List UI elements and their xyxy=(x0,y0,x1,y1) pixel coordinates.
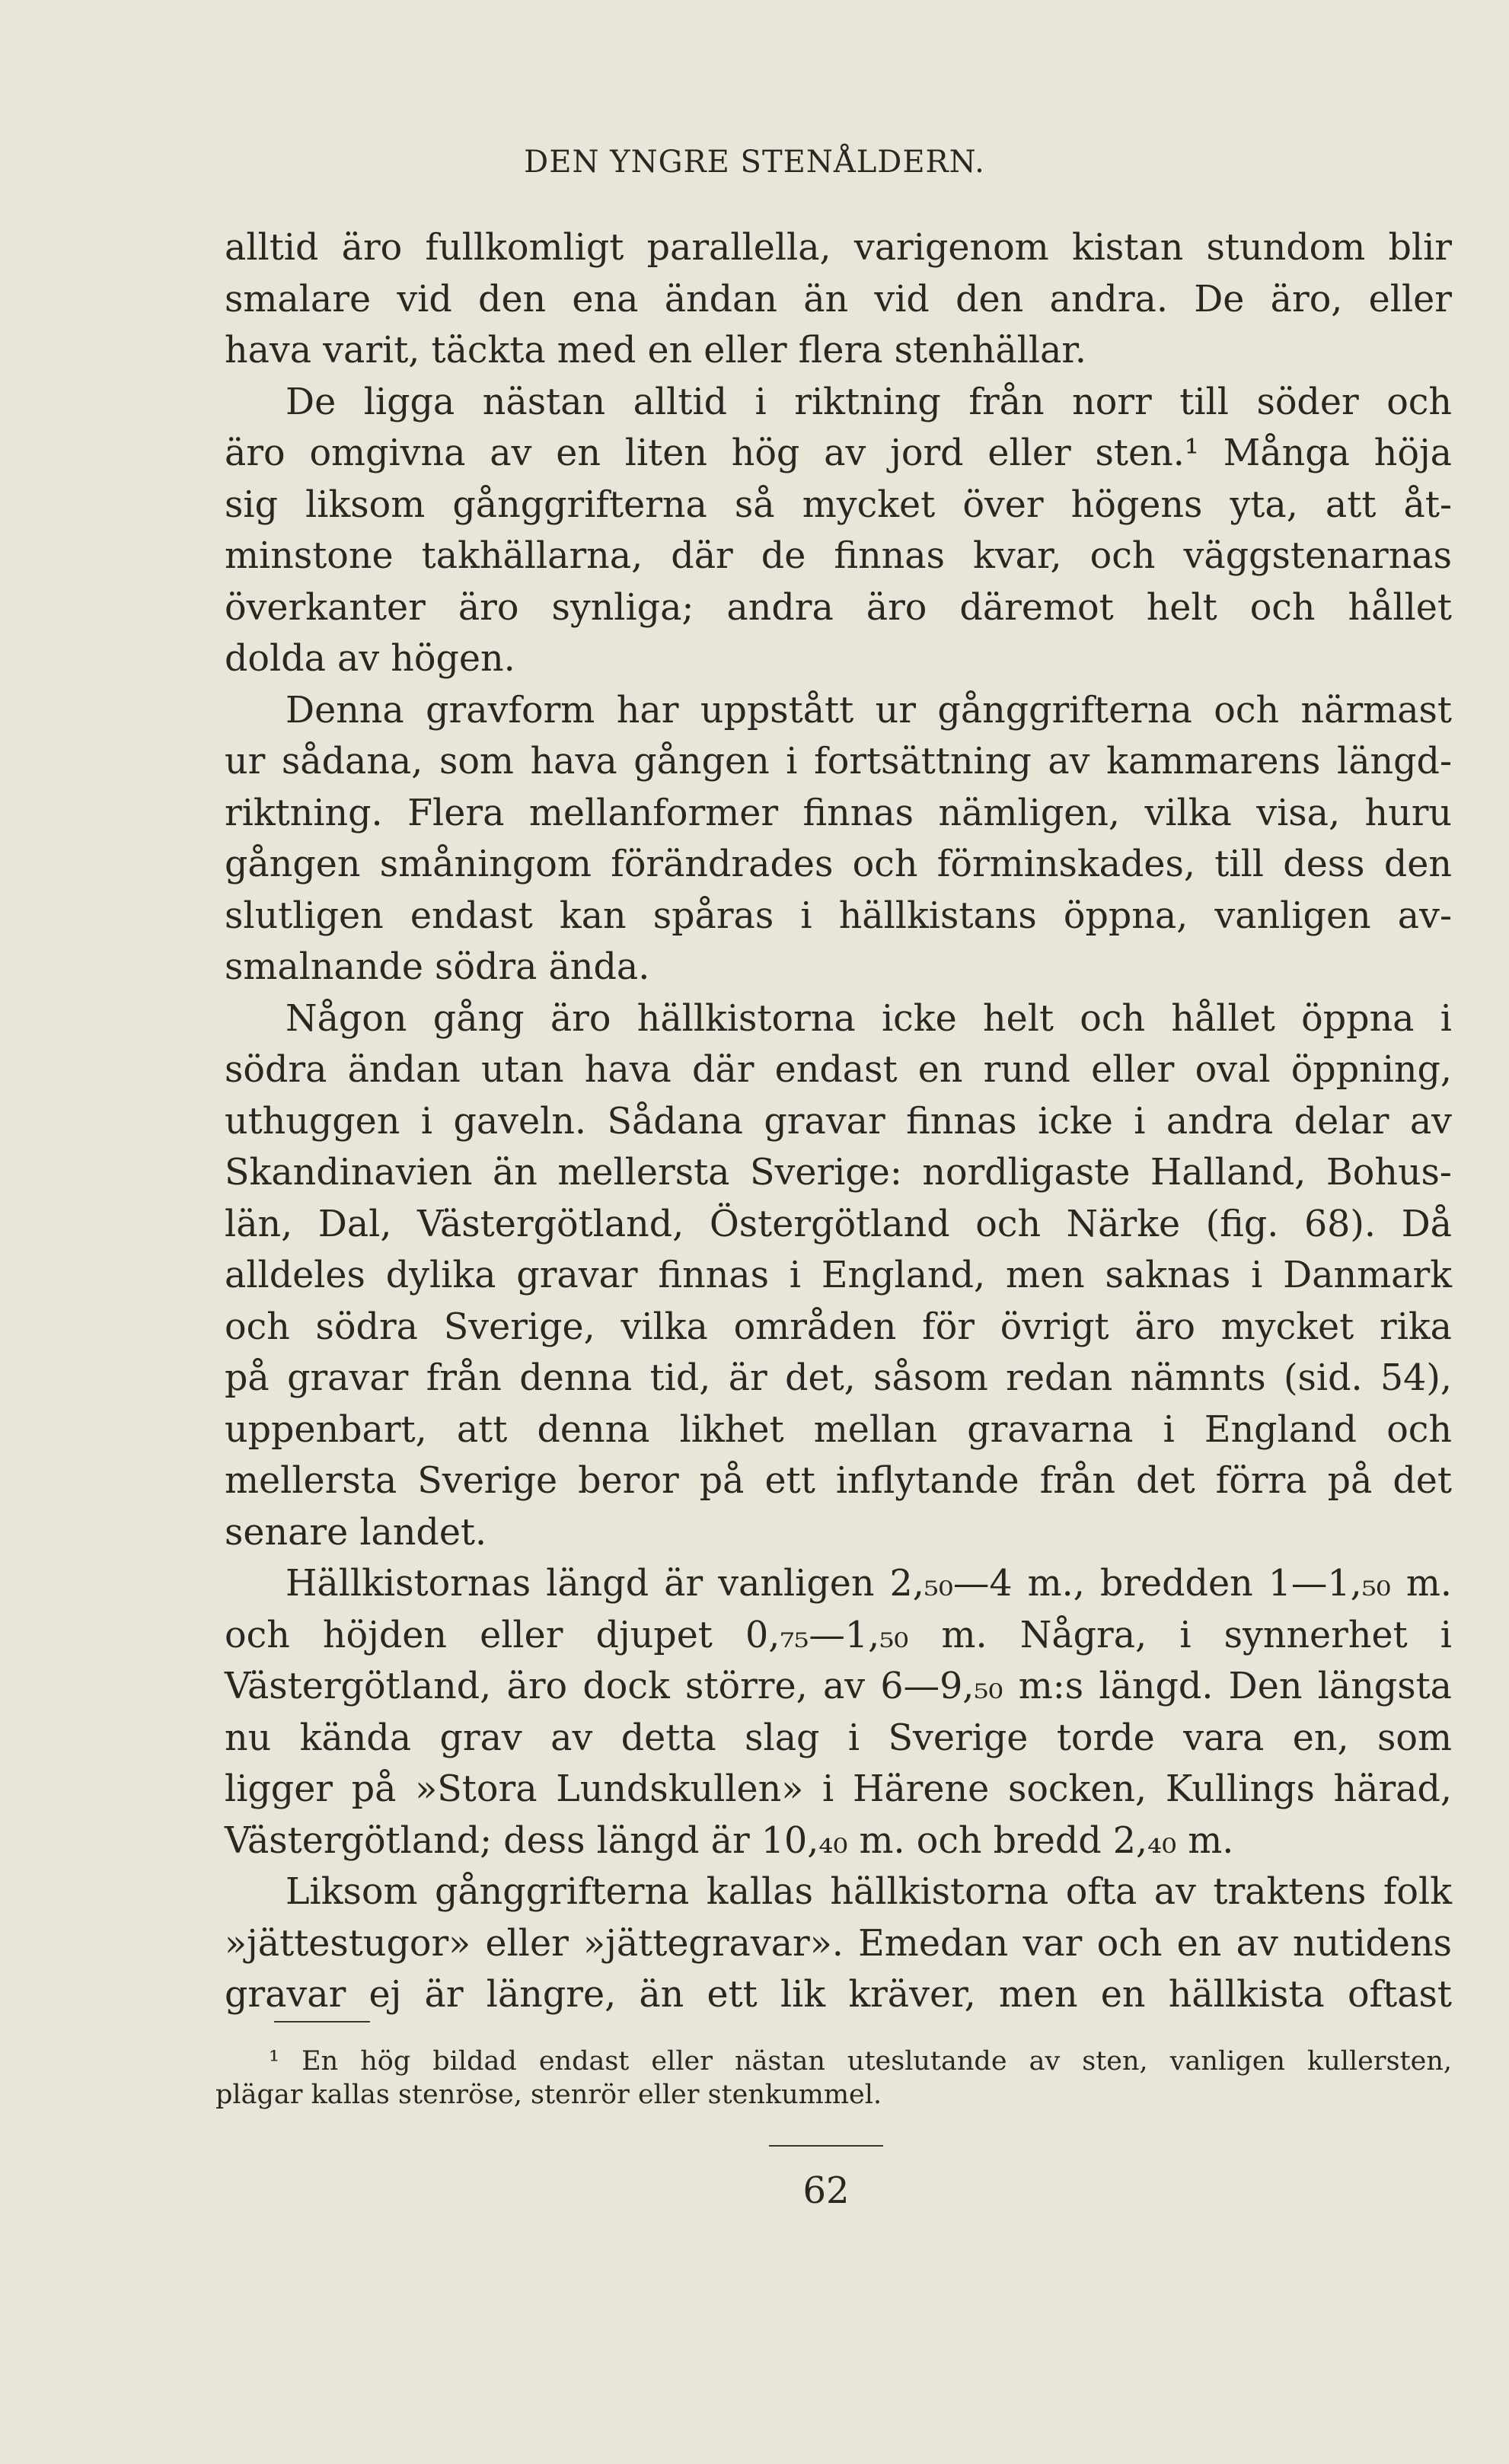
text-line: uthuggen i gaveln. Sådana gravar finnas icke i andra delar av xyxy=(225,1100,1452,1143)
text-line: ligger på »Stora Lundskullen» i Härene socken, Kullings härad, xyxy=(225,1768,1452,1810)
footnote-line: ¹ En hög bildad endast eller nästan uteslutande av sten, vanligen kullersten, xyxy=(269,2046,1452,2077)
text-line: Västergötland, äro dock större, av 6—9,₅₀ m:s längd. Den längsta xyxy=(225,1666,1452,1707)
running-header: DEN YNGRE STENÅLDERN. xyxy=(524,145,985,180)
text-line: ur sådana, som hava gången i fortsättning av kammarens längd- xyxy=(225,741,1452,783)
text-line: Västergötland; dess längd är 10,₄₀ m. och bredd 2,₄₀ m. xyxy=(225,1819,1234,1862)
text-line: sig liksom gånggrifterna så mycket över högens yta, att åt- xyxy=(225,483,1452,526)
text-line: södra ändan utan hava där endast en rund eller oval öppning, xyxy=(225,1049,1452,1091)
text-line: Någon gång äro hällkistorna icke helt och hållet öppna i xyxy=(286,997,1452,1040)
footnote-separator xyxy=(274,2021,370,2023)
text-line: Hällkistornas längd är vanligen 2,₅₀—4 m., bredden 1—1,₅₀ m. xyxy=(286,1563,1452,1605)
text-line: nu kända grav av detta slag i Sverige torde vara en, som xyxy=(225,1717,1452,1759)
text-line: »jättestugor» eller »jättegravar». Emedan var och en av nutidens xyxy=(225,1922,1452,1965)
text-line: dolda av högen. xyxy=(225,638,515,680)
footnote-line: plägar kallas stenröse, stenrör eller stenkummel. xyxy=(215,2080,882,2110)
text-line: minstone takhällarna, där de finnas kvar, och väggstenarnas xyxy=(225,535,1452,577)
text-line: Denna gravform har uppstått ur gånggrifterna och närmast xyxy=(286,689,1452,732)
page-number-rule xyxy=(769,2145,883,2147)
text-line: och södra Sverige, vilka områden för övrigt äro mycket rika xyxy=(225,1305,1452,1348)
text-line: alltid äro fullkomligt parallella, varigenom kistan stundom blir xyxy=(225,227,1452,269)
text-line: alldeles dylika gravar finnas i England, men saknas i Danmark xyxy=(225,1254,1452,1296)
footnotes xyxy=(215,2045,1452,2112)
text-line: De ligga nästan alltid i riktning från norr till söder och xyxy=(286,381,1452,423)
text-line: län, Dal, Västergötland, Östergötland och Närke (fig. 68). Då xyxy=(225,1203,1452,1245)
text-line: slutligen endast kan spåras i hällkistans öppna, vanligen av- xyxy=(225,894,1452,937)
text-line: riktning. Flera mellanformer finnas nämligen, vilka visa, huru xyxy=(225,792,1452,834)
text-line: smalnande södra ända. xyxy=(225,946,650,988)
text-line: Liksom gånggrifterna kallas hällkistorna ofta av traktens folk xyxy=(286,1871,1452,1913)
text-line: hava varit, täckta med en eller flera stenhällar. xyxy=(225,330,1086,371)
text-line: Skandinavien än mellersta Sverige: nordligaste Halland, Bohus- xyxy=(225,1152,1452,1194)
text-line: på gravar från denna tid, är det, såsom redan nämnts (sid. 54), xyxy=(225,1357,1452,1399)
text-line: äro omgivna av en liten hög av jord eller sten.¹ Många höja xyxy=(225,432,1452,474)
page-number: 62 xyxy=(802,2169,850,2212)
text-line: gravar ej är längre, än ett lik kräver, men en hällkista oftast xyxy=(225,1974,1452,2016)
text-line: mellersta Sverige beror på ett inflytande från det förra på det xyxy=(225,1460,1452,1502)
text-line: gången småningom förändrades och förminskades, till dess den xyxy=(225,843,1452,885)
text-line: smalare vid den ena ändan än vid den andra. De äro, eller xyxy=(225,278,1452,320)
body-text xyxy=(225,222,1452,2021)
text-line: och höjden eller djupet 0,₇₅—1,₅₀ m. Några, i synnerhet i xyxy=(225,1614,1452,1656)
text-line: överkanter äro synliga; andra äro däremot helt och hållet xyxy=(225,586,1452,629)
text-line: senare landet. xyxy=(225,1511,487,1554)
text-line: uppenbart, att denna likhet mellan gravarna i England och xyxy=(225,1408,1452,1451)
